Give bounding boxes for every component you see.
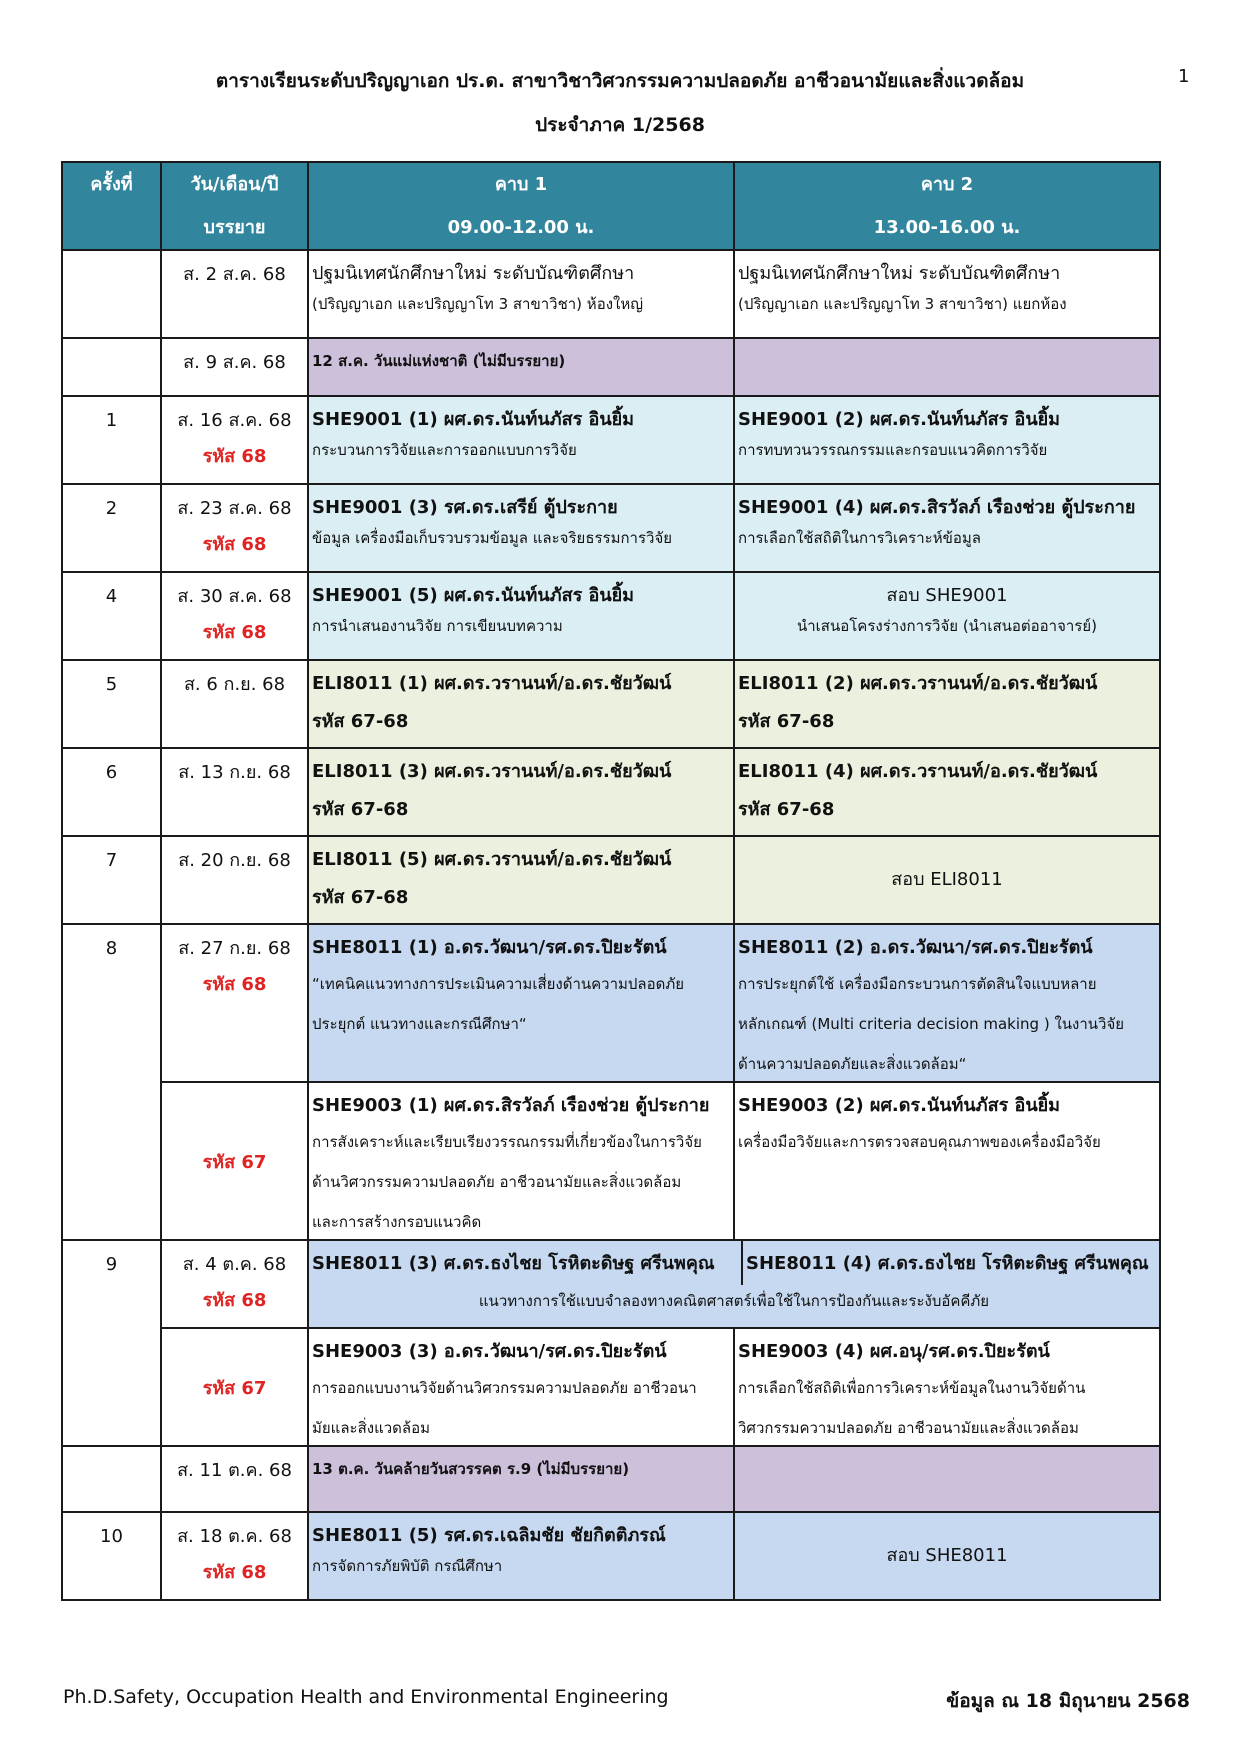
session-no: 10 <box>62 1512 161 1600</box>
exam-cell: สอบ SHE9001 นำเสนอโครงร่างการวิจัย (นำเสนอต่ออาจารย์) <box>734 572 1160 660</box>
period-1-cell: SHE9003 (3) อ.ดร.วัฒนา/รศ.ดร.ปิยะรัตน์ การออกแบบงานวิจัยด้านวิศวกรรมความปลอดภัย อาชีวอนา มัยและสิ่งแวดล้อม <box>308 1328 734 1446</box>
table-row <box>62 836 1160 924</box>
period-2-cell: ELI8011 (4) ผศ.ดร.วรานนท์/อ.ดร.ชัยวัฒน์ รหัส 67-68 <box>734 748 1160 836</box>
session-no: 8 <box>62 924 161 1240</box>
table-row <box>62 484 1160 572</box>
student-cohort-code: รหัส 67 <box>202 1377 267 1399</box>
period-2-cell <box>734 1446 1160 1512</box>
lecture-date: ส. 11 ต.ค. 68 <box>161 1446 308 1512</box>
lecture-date: ส. 4 ต.ค. 68 รหัส 68 <box>161 1240 308 1328</box>
semester-subtitle: ประจำภาค 1/2568 <box>535 114 705 136</box>
period-2-cell: SHE8011 (2) อ.ดร.วัฒนา/รศ.ดร.ปิยะรัตน์ การประยุกต์ใช้ เครื่องมือกระบวนการตัดสินใจแบบหลาย หลักเกณฑ์ (Multi criteria decision making ) ในงานวิจัย ด้านความปลอดภัยและสิ่งแวดล้อม“ <box>734 924 1160 1082</box>
period-1-cell: SHE9001 (3) รศ.ดร.เสรีย์ ตู้ประกาย ข้อมูล เครื่องมือเก็บรวบรวมข้อมูล และจริยธรรมการวิจัย <box>308 484 734 572</box>
session-no <box>62 1446 161 1512</box>
table-row <box>62 1328 1160 1446</box>
period-2-cell: SHE9003 (4) ผศ.อนุ/รศ.ดร.ปิยะรัตน์ การเลือกใช้สถิติเพื่อการวิเคราะห์ข้อมูลในงานวิจัยด้าน วิศวกรรมความปลอดภัย อาชีวอนามัยและสิ่งแวดล้อม <box>734 1328 1160 1446</box>
session-no: 2 <box>62 484 161 572</box>
session-no: 5 <box>62 660 161 748</box>
student-cohort-code: รหัส 68 <box>202 974 267 995</box>
lecture-date: ส. 16 ส.ค. 68 รหัส 68 <box>161 396 308 484</box>
lecture-date: ส. 13 ก.ย. 68 <box>161 748 308 836</box>
lecture-date: ส. 9 ส.ค. 68 <box>161 338 308 396</box>
student-cohort-code: รหัส 68 <box>202 622 267 643</box>
schedule-table <box>61 161 1161 1601</box>
header-period-2: คาบ 2 13.00-16.00 น. <box>734 162 1160 250</box>
table-row <box>62 1446 1160 1512</box>
lecture-date <box>161 1328 308 1446</box>
period-2-cell: ELI8011 (2) ผศ.ดร.วรานนท์/อ.ดร.ชัยวัฒน์ รหัส 67-68 <box>734 660 1160 748</box>
period-1-cell: SHE9003 (1) ผศ.ดร.สิรวัลภ์ เรืองช่วย ตู้ประกาย การสังเคราะห์และเรียบเรียงวรรณกรรมที่เกี่ยวข้องในการวิจัย ด้านวิศวกรรมความปลอดภัย อาชีวอนามัยและสิ่งแวดล้อม และการสร้างกรอบแนวคิด <box>308 1082 734 1240</box>
table-row <box>62 1512 1160 1600</box>
session-no: 1 <box>62 396 161 484</box>
student-cohort-code: รหัส 67 <box>202 1151 267 1173</box>
session-no: 4 <box>62 572 161 660</box>
lecture-date: ส. 27 ก.ย. 68 รหัส 68 <box>161 924 308 1082</box>
session-no: 9 <box>62 1240 161 1446</box>
period-1-cell: SHE8011 (5) รศ.ดร.เฉลิมชัย ชัยกิตติภรณ์ การจัดการภัยพิบัติ กรณีศึกษา <box>308 1512 734 1600</box>
table-row <box>62 338 1160 396</box>
table-row <box>62 396 1160 484</box>
period-2-cell <box>734 338 1160 396</box>
student-cohort-code: รหัส 68 <box>202 1562 267 1583</box>
table-row <box>62 660 1160 748</box>
lecture-date: ส. 2 ส.ค. 68 <box>161 250 308 338</box>
exam-cell: สอบ ELI8011 <box>734 836 1160 924</box>
table-row <box>62 1082 1160 1240</box>
header-session-no: ครั้งที่ <box>62 162 161 250</box>
session-no: 7 <box>62 836 161 924</box>
table-row <box>62 748 1160 836</box>
student-cohort-code: รหัส 68 <box>202 534 267 555</box>
period-1-cell: SHE9001 (1) ผศ.ดร.นันท์นภัสร อินยิ้ม กระบวนการวิจัยและการออกแบบการวิจัย <box>308 396 734 484</box>
table-row <box>62 572 1160 660</box>
session-no: 6 <box>62 748 161 836</box>
session-no <box>62 250 161 338</box>
period-2-cell: SHE9001 (4) ผศ.ดร.สิรวัลภ์ เรืองช่วย ตู้ประกาย การเลือกใช้สถิติในการวิเคราะห์ข้อมูล <box>734 484 1160 572</box>
header-period-1: คาบ 1 09.00-12.00 น. <box>308 162 734 250</box>
lecture-date: ส. 20 ก.ย. 68 <box>161 836 308 924</box>
period-1-cell: SHE9001 (5) ผศ.ดร.นันท์นภัสร อินยิ้ม การนำเสนองานวิจัย การเขียนบทความ <box>308 572 734 660</box>
period-2-cell: ปฐมนิเทศนักศึกษาใหม่ ระดับบัณฑิตศึกษา (ปริญญาเอก และปริญญาโท 3 สาขาวิชา) แยกห้อง <box>734 250 1160 338</box>
period-2-cell: SHE9003 (2) ผศ.ดร.นันท์นภัสร อินยิ้ม เครื่องมือวิจัยและการตรวจสอบคุณภาพของเครื่องมือวิจัย <box>734 1082 1160 1240</box>
period-1-cell: ปฐมนิเทศนักศึกษาใหม่ ระดับบัณฑิตศึกษา (ปริญญาเอก และปริญญาโท 3 สาขาวิชา) ห้องใหญ่ <box>308 250 734 338</box>
page-number: 1 <box>1178 66 1190 87</box>
table-row <box>62 250 1160 338</box>
lecture-date: ส. 23 ส.ค. 68 รหัส 68 <box>161 484 308 572</box>
lecture-date: ส. 30 ส.ค. 68 รหัส 68 <box>161 572 308 660</box>
holiday-cell: 13 ต.ค. วันคล้ายวันสวรรคต ร.9 (ไม่มีบรรยาย) <box>308 1446 734 1512</box>
header-date: วัน/เดือน/ปี บรรยาย <box>161 162 308 250</box>
student-cohort-code: รหัส 68 <box>202 446 267 467</box>
period-1-cell: SHE8011 (1) อ.ดร.วัฒนา/รศ.ดร.ปิยะรัตน์ “เทคนิคแนวทางการประเมินความเสี่ยงด้านความปลอดภัย ประยุกต์ แนวทางและกรณีศึกษา“ <box>308 924 734 1082</box>
session-no <box>62 338 161 396</box>
lecture-date: ส. 18 ต.ค. 68 รหัส 68 <box>161 1512 308 1600</box>
table-row <box>62 924 1160 1082</box>
exam-cell: สอบ SHE8011 <box>734 1512 1160 1600</box>
period-1-cell: ELI8011 (5) ผศ.ดร.วรานนท์/อ.ดร.ชัยวัฒน์ รหัส 67-68 <box>308 836 734 924</box>
period-1-cell: ELI8011 (3) ผศ.ดร.วรานนท์/อ.ดร.ชัยวัฒน์ รหัส 67-68 <box>308 748 734 836</box>
page-title: ตารางเรียนระดับปริญญาเอก ปร.ด. สาขาวิชาวิศวกรรมความปลอดภัย อาชีวอนามัยและสิ่งแวดล้อม <box>215 70 1025 92</box>
header-row <box>62 162 1160 250</box>
table-row <box>62 1240 1160 1328</box>
holiday-cell: 12 ส.ค. วันแม่แห่งชาติ (ไม่มีบรรยาย) <box>308 338 734 396</box>
period-1-cell: ELI8011 (1) ผศ.ดร.วรานนท์/อ.ดร.ชัยวัฒน์ รหัส 67-68 <box>308 660 734 748</box>
student-cohort-code: รหัส 68 <box>202 1290 267 1311</box>
footer-data-date: ข้อมูล ณ 18 มิถุนายน 2568 <box>946 1690 1190 1712</box>
period-2-cell: SHE9001 (2) ผศ.ดร.นันท์นภัสร อินยิ้ม การทบทวนวรรณกรรมและกรอบแนวคิดการวิจัย <box>734 396 1160 484</box>
lecture-date: ส. 6 ก.ย. 68 <box>161 660 308 748</box>
lecture-date <box>161 1082 308 1240</box>
footer-program-name: Ph.D.Safety, Occupation Health and Environmental Engineering <box>63 1686 669 1708</box>
merged-period-cell: SHE8011 (3) ศ.ดร.ธงไชย โรหิตะดิษฐ ศรีนพคุณ SHE8011 (4) ศ.ดร.ธงไชย โรหิตะดิษฐ ศรีนพคุณ แนวทางการใช้แบบจำลองทางคณิตศาสตร์เพื่อใช้ในการป้องกันและระงับอัคคีภัย <box>308 1240 1160 1328</box>
